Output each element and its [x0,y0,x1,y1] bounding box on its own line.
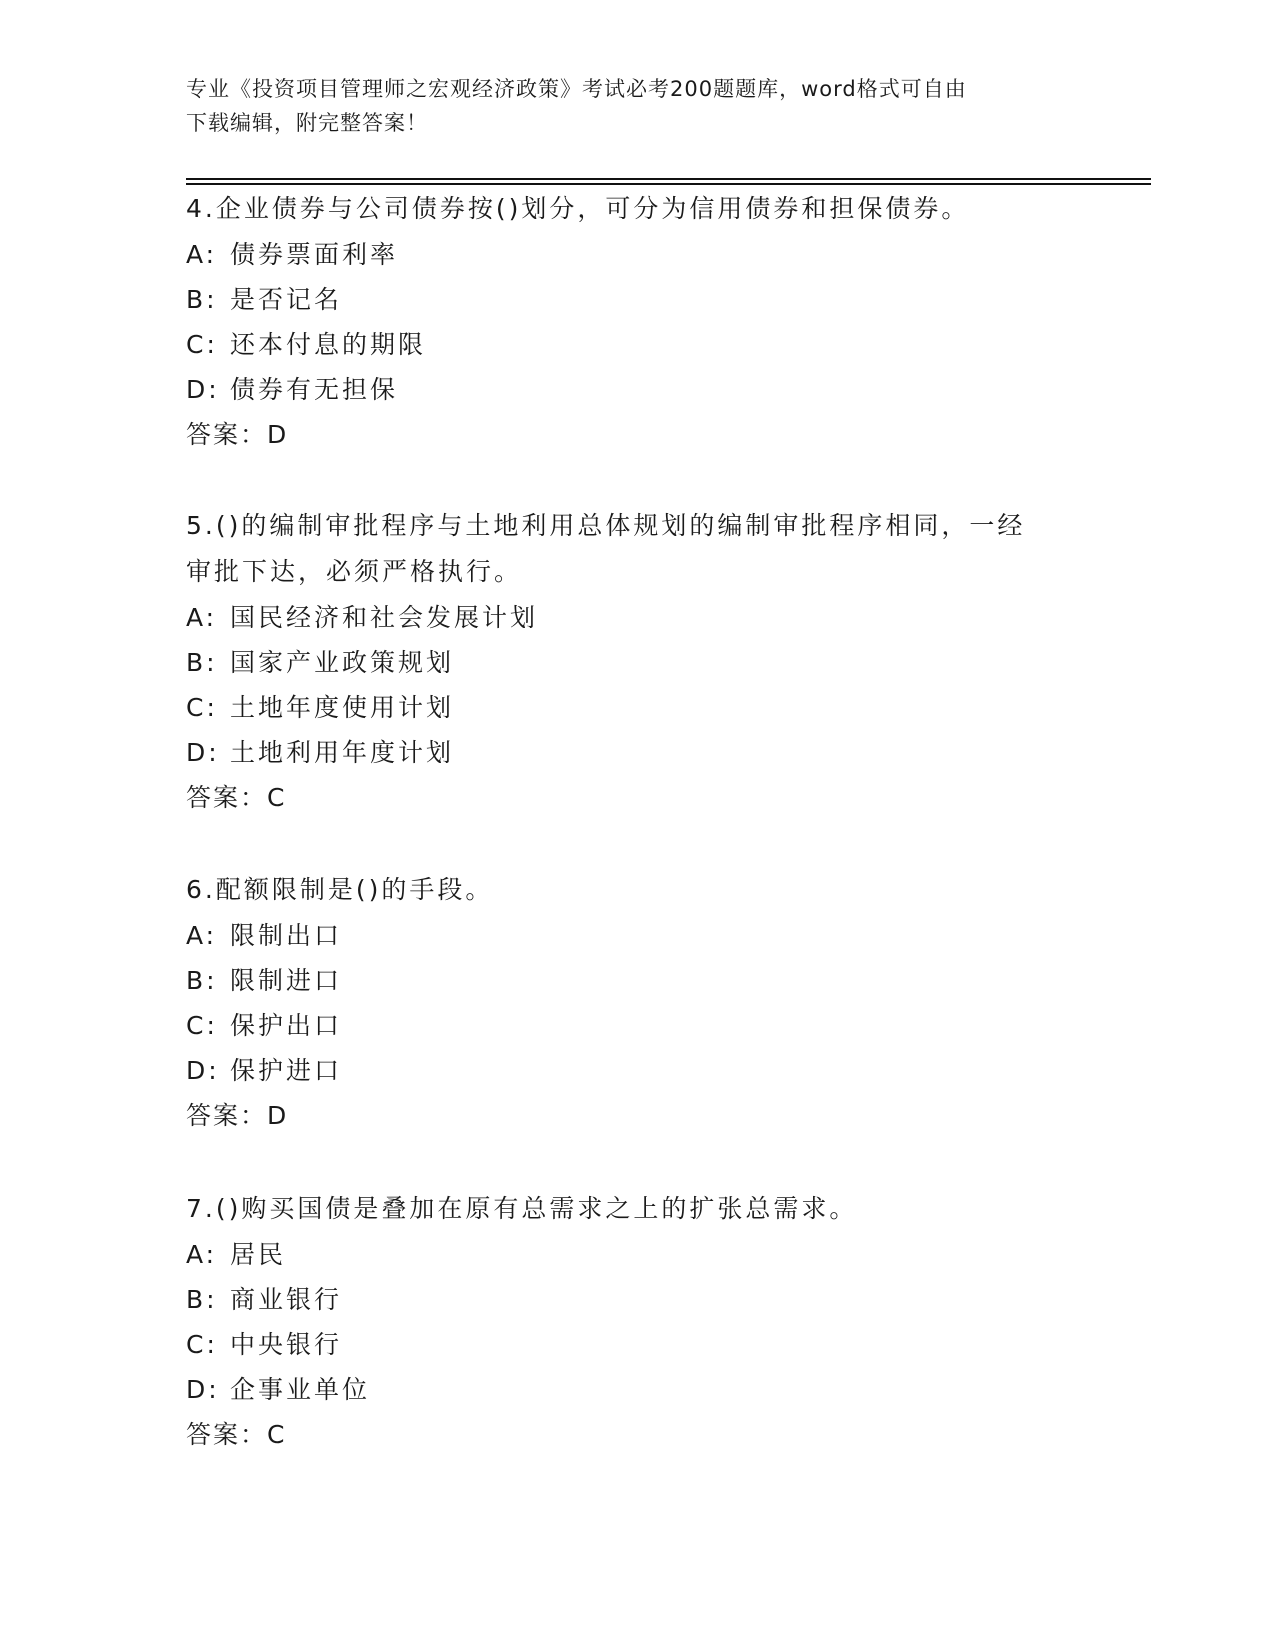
option-text: 是否记名 [230,285,343,314]
option-key: D: [186,375,220,404]
option-c [186,1322,1086,1367]
option-key: D: [186,738,220,767]
option-text: 还本付息的期限 [230,330,427,359]
question-stem: 7.()购买国债是叠加在原有总需求之上的扩张总需求。 [186,1194,858,1223]
question-stem: 6.配额限制是()的手段。 [186,875,494,904]
question-stem: 5.()的编制审批程序与土地利用总体规划的编制审批程序相同，一经审批下达，必须严格执行。 [186,511,1026,586]
option-b [186,958,1086,1003]
option-key: D: [186,1375,220,1404]
option-d [186,1367,1086,1412]
option-a [186,913,1086,958]
option-c [186,1003,1086,1048]
option-key: A: [186,603,218,632]
answer-line: 答案：D [186,420,289,449]
document-header [186,72,1076,140]
option-text: 债券票面利率 [230,240,399,269]
header-divider-bottom [186,183,1151,185]
option-b [186,1277,1086,1322]
question-stem: 4.企业债券与公司债券按()划分，可分为信用债券和担保债券。 [186,194,970,223]
option-text: 限制进口 [230,966,343,995]
option-text: 保护出口 [230,1011,343,1040]
option-key: A: [186,240,218,269]
option-b [186,277,1086,322]
option-a [186,595,1086,640]
option-key: D: [186,1056,220,1085]
option-key: A: [186,1240,218,1269]
option-c [186,322,1086,367]
header-divider-top [186,178,1151,180]
option-c [186,685,1086,730]
option-text: 商业银行 [230,1285,343,1314]
header-line-1: 专业《投资项目管理师之宏观经济政策》考试必考200题题库，word格式可自由 [186,77,967,101]
option-a [186,1232,1086,1277]
option-text: 限制出口 [230,921,343,950]
header-line-2: 下载编辑，附完整答案！ [186,111,428,135]
answer-line: 答案：C [186,783,287,812]
option-d [186,730,1086,775]
answer-line: 答案：C [186,1420,287,1449]
option-key: C: [186,330,218,359]
option-key: B: [186,285,218,314]
option-text: 国民经济和社会发展计划 [230,603,539,632]
option-key: C: [186,1011,218,1040]
option-key: B: [186,648,218,677]
question-block [186,867,1086,1139]
question-block [186,503,1086,821]
option-key: B: [186,1285,218,1314]
option-a [186,232,1086,277]
answer-line: 答案：D [186,1101,289,1130]
option-text: 土地年度使用计划 [230,693,455,722]
option-d [186,367,1086,412]
option-key: C: [186,1330,218,1359]
option-text: 居民 [230,1240,287,1269]
option-text: 中央银行 [230,1330,343,1359]
option-b [186,640,1086,685]
option-key: B: [186,966,218,995]
option-key: A: [186,921,218,950]
option-text: 土地利用年度计划 [230,738,455,767]
question-block [186,1186,1086,1458]
option-text: 企事业单位 [230,1375,371,1404]
option-key: C: [186,693,218,722]
question-block [186,186,1086,458]
option-text: 保护进口 [230,1056,343,1085]
option-d [186,1048,1086,1093]
option-text: 债券有无担保 [230,375,399,404]
option-text: 国家产业政策规划 [230,648,455,677]
